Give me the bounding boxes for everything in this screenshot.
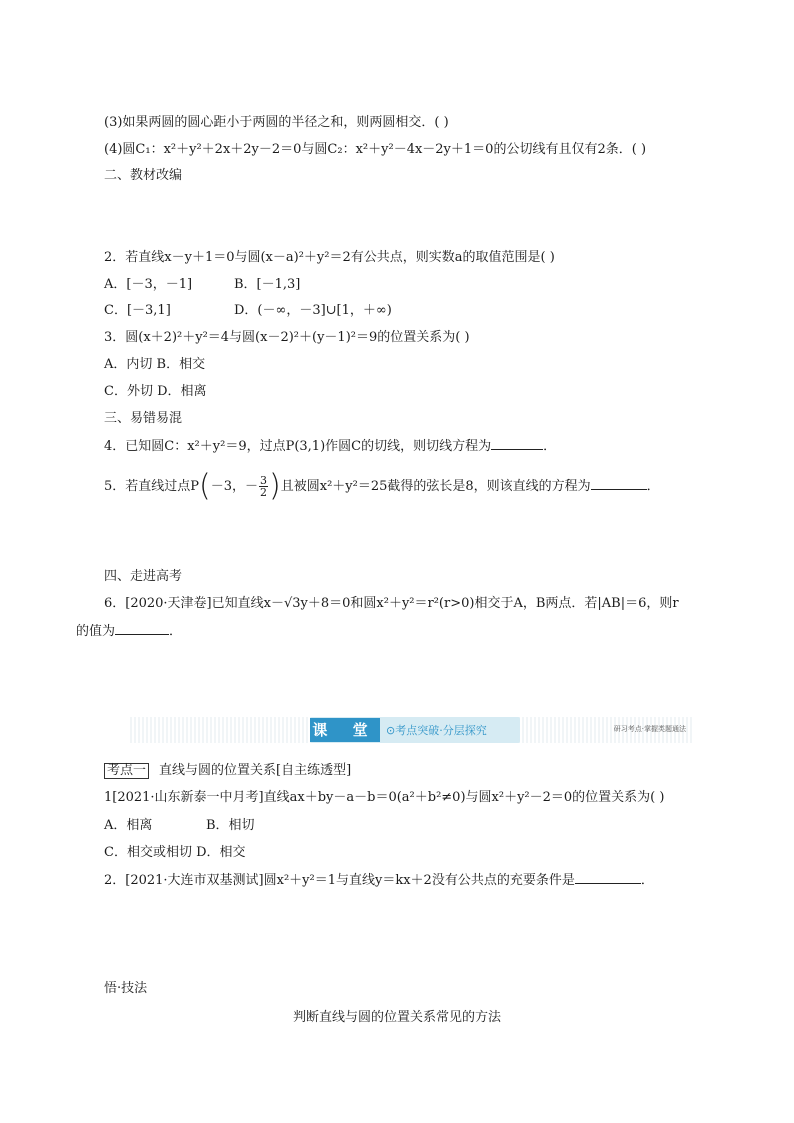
kaodian-q1-text: 1[2021·山东新泰一中月考]直线ax＋by－a－b＝0(a²＋b²≠0)与圆x²＋y²－2＝0的位置关系为: [104, 790, 651, 805]
banner-subtitle: ⊙考点突破·分层探究: [386, 724, 487, 737]
q3-line: [104, 114, 449, 132]
problem-3-options-ab: A．内切 B．相交: [104, 357, 206, 372]
kaodian-q1-options-ab: [104, 817, 255, 835]
answer-paren: ( ): [631, 142, 647, 157]
wu-heading: 悟·技法: [104, 981, 148, 996]
problem-2-options-ab: [104, 276, 300, 294]
option-a: A．相离: [104, 818, 153, 833]
answer-blank: [591, 477, 647, 490]
period: ．: [543, 439, 557, 454]
fraction: [259, 475, 268, 498]
kaodian-q2: [104, 871, 654, 890]
fraction-denominator: 2: [260, 486, 268, 499]
answer-blank: [575, 871, 641, 884]
point-coords: －3，－: [210, 479, 259, 494]
problem-5-text-2: 且被圆x²＋y²＝25截得的弦长是8，则该直线的方程为: [280, 479, 591, 494]
option-b: B．相切: [206, 818, 255, 833]
answer-paren: ( ): [540, 250, 555, 265]
q3-statement: (3)如果两圆的圆心距小于两圆的半径之和，则两圆相交．: [104, 115, 435, 130]
problem-3-options-cd: C．外切 D．相离: [104, 384, 207, 399]
q4-statement: (4)圆C₁：x²＋y²＋2x＋2y－2＝0与圆C₂：x²＋y²－4x－2y＋1＝0的公切线有且仅有2条．: [104, 142, 632, 157]
problem-6-line-2: [76, 622, 182, 641]
option-c: C．[－3,1]: [104, 303, 171, 318]
q4-line: [104, 141, 646, 159]
left-paren: (: [199, 468, 211, 504]
option-d: D．(－∞，－3]∪[1，＋∞): [234, 303, 392, 318]
right-paren: ): [269, 468, 281, 504]
section-heading-2: 二、教材改编: [104, 168, 183, 183]
kaodian-q1: [104, 789, 664, 807]
problem-3-text: 3．圆(x＋2)²＋y²＝4与圆(x－2)²＋(y－1)²＝9的位置关系为: [104, 330, 456, 345]
problem-6-line-1: 6．[2020·天津卷]已知直线x－√3y＋8＝0和圆x²＋y²＝r²(r>0)相交于A，B两点．若|AB|＝6，则r: [104, 596, 679, 611]
fraction-numerator: 3: [260, 474, 268, 487]
problem-4: [104, 437, 556, 456]
problem-6-text: 的值为: [76, 624, 116, 639]
problem-4-text: 4．已知圆C：x²＋y²＝9，过点P(3,1)作圆C的切线，则切线方程为: [104, 439, 492, 454]
banner-title: 课 堂: [310, 718, 380, 742]
kaodian-q1-options-cd: C．相交或相切 D．相交: [104, 845, 246, 860]
period: ．: [640, 873, 654, 888]
option-b: B．[－1,3]: [234, 277, 301, 292]
problem-3: [104, 329, 470, 347]
period: ．: [169, 624, 183, 639]
problem-5-text: 5．若直线过点P: [104, 479, 200, 494]
answer-paren: ( ): [455, 330, 470, 345]
problem-2: [104, 249, 555, 267]
option-a: A．[－3，－1]: [104, 277, 193, 292]
answer-paren: ( ): [650, 790, 665, 805]
period: ．: [646, 479, 660, 494]
answer-blank: [115, 622, 169, 635]
banner-tagline: 研习考点·掌握类题通法: [613, 725, 686, 733]
classroom-banner: [130, 717, 692, 743]
wu-title: 判断直线与圆的位置关系常见的方法: [292, 1010, 501, 1025]
answer-blank: [491, 437, 543, 450]
section-heading-3: 三、易错易混: [104, 411, 183, 426]
kaodian-q2-text: 2．[2021·大连市双基测试]圆x²＋y²＝1与直线y＝kx＋2没有公共点的充要条件是: [104, 873, 575, 888]
section-heading-4: 四、走进高考: [104, 569, 183, 584]
kaodian-tag: 考点一: [104, 763, 149, 779]
answer-paren: ( ): [434, 115, 449, 130]
problem-2-options-cd: [104, 302, 392, 320]
kaodian-title: 直线与圆的位置关系[自主练透型]: [159, 763, 352, 778]
problem-5: [104, 469, 660, 505]
kaodian-header: [104, 762, 351, 780]
problem-2-text: 2．若直线x－y＋1＝0与圆(x－a)²＋y²＝2有公共点，则实数a的取值范围是: [104, 250, 541, 265]
